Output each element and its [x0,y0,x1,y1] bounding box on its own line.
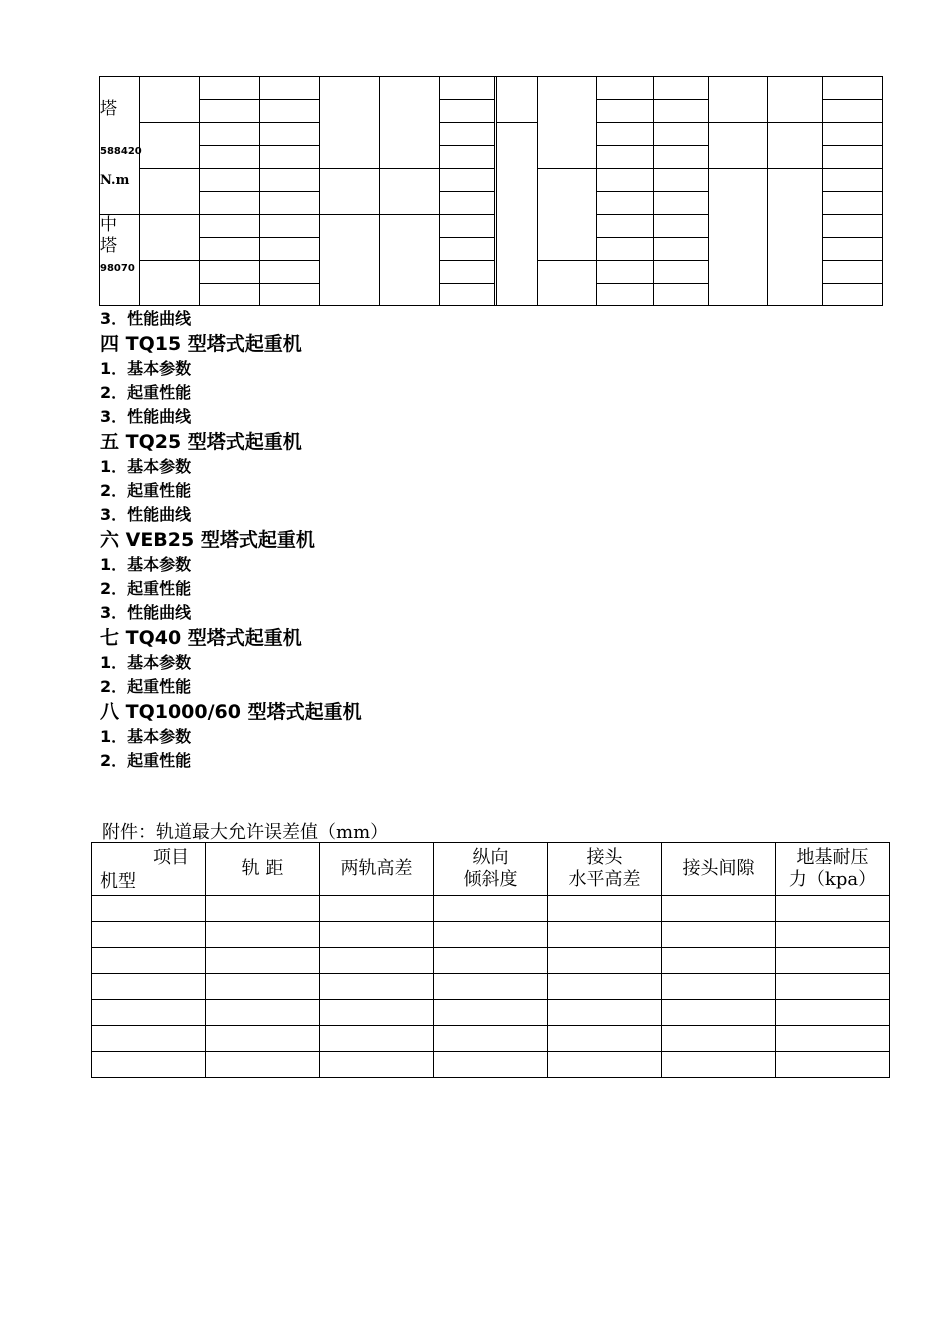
table-cell [776,896,890,922]
table-cell [776,974,890,1000]
table-cell [434,1026,548,1052]
table-cell [662,1000,776,1026]
table-cell [92,896,206,922]
table-cell [320,974,434,1000]
header-line: 水平高差 [568,869,641,890]
table-cell [206,1052,320,1078]
table-cell [776,948,890,974]
table-cell [548,948,662,974]
top-table-label-nm: N.m [100,173,130,188]
table-row [92,896,890,922]
table-cell [320,1000,434,1026]
table-cell [92,922,206,948]
outline-sub-item: 2．起重性能 [100,383,192,402]
table-cell [776,1026,890,1052]
outline-section-heading: 四 TQ15 型塔式起重机 [100,333,302,355]
outline-sub-item: 2．起重性能 [100,579,192,598]
table-cell [320,1026,434,1052]
table-cell [662,974,776,1000]
table-cell [206,1026,320,1052]
table-row [92,1052,890,1078]
top-table-label-588420: 588420 [100,146,142,157]
table-cell [320,1052,434,1078]
header-foundation-pressure [776,843,890,896]
table-cell [434,1000,548,1026]
table-cell [776,1000,890,1026]
outline-sub-item: 2．起重性能 [100,481,192,500]
outline-sub-item: 1．基本参数 [100,555,192,574]
outline-section-heading: 八 TQ1000/60 型塔式起重机 [100,701,362,723]
table-cell [320,922,434,948]
table-row [92,974,890,1000]
outline-sub-item: 1．基本参数 [100,727,192,746]
table-header-row [92,843,890,896]
header-longitudinal-slope [434,843,548,896]
top-table [99,76,883,306]
table-row [92,1000,890,1026]
header-corner [92,843,206,896]
table-cell [776,922,890,948]
table-cell [434,948,548,974]
header-line: 倾斜度 [463,869,518,890]
header-gauge: 轨 距 [206,843,320,896]
table-cell [320,948,434,974]
table-cell [434,974,548,1000]
appendix-table [91,842,890,1078]
table-cell [92,1000,206,1026]
header-corner-top: 项目 [153,847,189,868]
outline-sub-item: 3．性能曲线 [100,407,192,426]
header-line: 纵向 [472,847,509,868]
table-row [92,1026,890,1052]
table-row [92,922,890,948]
table-cell [92,1052,206,1078]
section-outline [100,307,362,773]
table-cell [434,1052,548,1078]
table-cell [776,1052,890,1078]
header-line: 接头 [586,847,623,868]
table-cell [434,896,548,922]
table-cell [206,1000,320,1026]
table-cell [320,896,434,922]
outline-sub-item: 3．性能曲线 [100,603,192,622]
table-cell [206,896,320,922]
table-cell [662,1052,776,1078]
table-cell [548,974,662,1000]
table-cell [206,922,320,948]
table-cell [548,1026,662,1052]
top-table-label-zhong: 中 [100,215,117,235]
table-cell [662,922,776,948]
outline-section-heading: 六 VEB25 型塔式起重机 [100,529,315,551]
header-line: 力（kpa） [788,869,877,890]
header-joint-gap: 接头间隙 [662,843,776,896]
header-line: 地基耐压 [796,847,869,868]
outline-section-heading: 五 TQ25 型塔式起重机 [100,431,302,453]
appendix-title: 附件：轨道最大允许误差值（mm） [102,822,389,843]
top-table-label-ta: 塔 [100,99,117,119]
table-row [92,948,890,974]
outline-sub-item: 1．基本参数 [100,457,192,476]
table-cell [662,1026,776,1052]
outline-sub-item: 2．起重性能 [100,751,192,770]
table-cell [92,974,206,1000]
top-table-label-ta2: 塔 [100,236,117,256]
outline-sub-item: 1．基本参数 [100,359,192,378]
top-table-grid [99,76,883,306]
header-corner-bottom: 机型 [100,871,136,892]
table-cell [206,948,320,974]
table-cell [662,948,776,974]
table-cell [92,1026,206,1052]
outline-sub-item: 3．性能曲线 [100,309,192,328]
outline-section-heading: 七 TQ40 型塔式起重机 [100,627,302,649]
table-cell [662,896,776,922]
table-cell [548,896,662,922]
table-cell [206,974,320,1000]
header-rail-height-diff: 两轨高差 [320,843,434,896]
outline-sub-item: 2．起重性能 [100,677,192,696]
table-cell [548,1000,662,1026]
table-cell [548,1052,662,1078]
top-table-label-98070: 98070 [100,263,135,274]
outline-sub-item: 3．性能曲线 [100,505,192,524]
table-cell [92,948,206,974]
header-joint-level-diff [548,843,662,896]
table-cell [434,922,548,948]
outline-sub-item: 1．基本参数 [100,653,192,672]
table-cell [548,922,662,948]
